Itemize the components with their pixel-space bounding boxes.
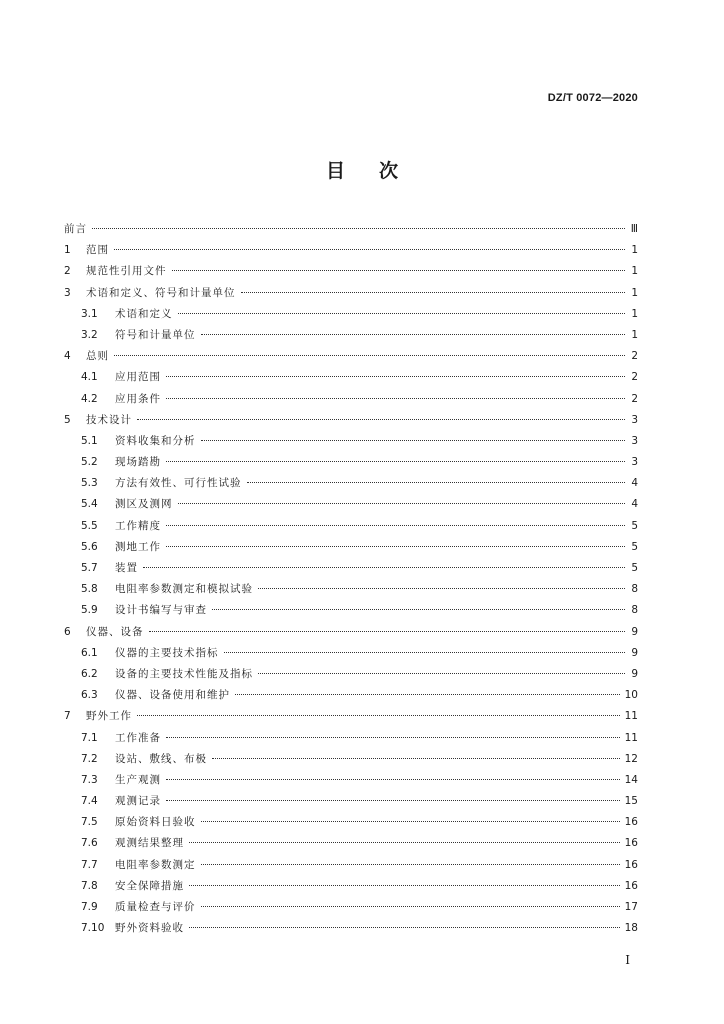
toc-entry[interactable] (64, 600, 638, 621)
toc-leader-dots (201, 440, 626, 441)
toc-entry-page: 14 (624, 773, 638, 786)
toc-entry-number: 7.10 (81, 922, 105, 935)
toc-entry[interactable] (64, 622, 638, 643)
toc-entry-number: 6.3 (81, 689, 98, 702)
toc-entry[interactable] (64, 367, 638, 388)
toc-entry[interactable] (64, 304, 638, 325)
toc-entry-number: 4.1 (81, 371, 98, 384)
toc-leader-dots (92, 228, 625, 229)
toc-entry[interactable] (64, 261, 638, 282)
toc-entry[interactable] (64, 706, 638, 727)
toc-entry-title: 应用范围 (115, 371, 161, 384)
toc-entry[interactable] (64, 749, 638, 770)
toc-entry-title: 野外工作 (86, 710, 132, 723)
toc-entry-title: 工作准备 (115, 731, 161, 744)
toc-entry-number: 5.5 (81, 519, 98, 532)
toc-entry[interactable] (64, 876, 638, 897)
toc-entry-title: 设站、敷线、布极 (115, 752, 207, 765)
toc-leader-dots (149, 631, 626, 632)
toc-entry-title: 应用条件 (115, 392, 161, 405)
toc-entry-page: 15 (624, 795, 638, 808)
toc-entry[interactable] (64, 664, 638, 685)
toc-entry-page: 17 (624, 901, 638, 913)
toc-entry-title: 野外资料验收 (115, 922, 184, 935)
toc-leader-dots (166, 376, 625, 377)
toc-entry-number: 5.1 (81, 434, 98, 447)
toc-entry-number: 5.4 (81, 498, 98, 511)
toc-entry-page: 2 (631, 392, 638, 405)
toc-entry-title: 仪器的主要技术指标 (115, 646, 219, 659)
toc-entry-page: 9 (631, 667, 638, 680)
toc-entry[interactable] (64, 579, 638, 600)
toc-entry-number: 3.2 (81, 328, 98, 341)
toc-entry-title: 质量检查与评价 (115, 901, 196, 913)
toc-entry[interactable] (64, 346, 638, 367)
toc-entry-number: 7.7 (81, 858, 98, 871)
toc-entry-page: 1 (631, 265, 638, 278)
toc-entry-title: 技术设计 (86, 413, 132, 426)
toc-entry-page: 10 (624, 689, 638, 702)
toc-entry-page: 9 (631, 646, 638, 659)
toc-leader-dots (201, 864, 620, 865)
toc-leader-dots (114, 355, 625, 356)
toc-entry-page: 3 (631, 434, 638, 447)
toc-entry-page: 4 (631, 498, 638, 511)
toc-entry-title: 资料收集和分析 (115, 434, 196, 447)
toc-entry[interactable] (64, 219, 638, 240)
title-char-2: 次 (379, 160, 399, 182)
toc-entry-number: 6.1 (81, 646, 98, 659)
toc-entry-page: 5 (631, 562, 638, 574)
toc-entry-title: 生产观测 (115, 773, 161, 786)
toc-entry-title: 前言 (64, 223, 87, 235)
toc-entry-title: 范围 (86, 244, 109, 257)
toc-entry-title: 规范性引用文件 (86, 265, 167, 278)
toc-leader-dots (224, 652, 626, 653)
toc-leader-dots (166, 779, 620, 780)
toc-entry-page: 1 (631, 244, 638, 257)
toc-leader-dots (241, 292, 626, 293)
toc-entry-page: 2 (631, 371, 638, 384)
toc-entry-title: 方法有效性、可行性试验 (115, 477, 242, 490)
page-title (0, 156, 724, 183)
toc-entry-number: 7.4 (81, 795, 98, 808)
toc-leader-dots (166, 525, 625, 526)
toc-entry-title: 术语和定义、符号和计量单位 (86, 286, 236, 299)
toc-entry-title: 符号和计量单位 (115, 328, 196, 341)
toc-entry-number: 5 (64, 413, 71, 426)
toc-entry-title: 测地工作 (115, 540, 161, 553)
toc-leader-dots (114, 249, 625, 250)
toc-entry-number: 6.2 (81, 667, 98, 680)
toc-entry-page: 5 (631, 519, 638, 532)
toc-entry[interactable] (64, 685, 638, 706)
toc-entry-page: 8 (631, 604, 638, 617)
toc-entry-title: 术语和定义 (115, 307, 173, 320)
toc-entry-number: 7.2 (81, 752, 98, 765)
toc-leader-dots (137, 419, 625, 420)
toc-entry-number: 5.2 (81, 456, 98, 469)
toc-entry-page: 16 (624, 837, 638, 850)
toc-entry-page: 11 (624, 731, 638, 744)
toc-leader-dots (189, 885, 620, 886)
toc-entry-title: 仪器、设备使用和维护 (115, 689, 230, 702)
toc-entry-title: 观测结果整理 (115, 837, 184, 850)
toc-entry-number: 1 (64, 244, 71, 257)
toc-entry[interactable] (64, 855, 638, 876)
toc-entry[interactable] (64, 897, 638, 918)
toc-entry[interactable] (64, 537, 638, 558)
toc-leader-dots (166, 737, 620, 738)
toc-entry[interactable] (64, 643, 638, 664)
toc-leader-dots (212, 609, 625, 610)
toc-leader-dots (166, 800, 620, 801)
toc-leader-dots (166, 461, 625, 462)
toc-entry-title: 测区及测网 (115, 498, 173, 511)
toc-leader-dots (247, 482, 626, 483)
toc-entry-title: 设备的主要技术性能及指标 (115, 667, 253, 680)
toc-entry-title: 装置 (115, 562, 138, 574)
toc-entry-title: 总则 (86, 350, 109, 363)
toc-entry[interactable] (64, 283, 638, 304)
toc-entry-page: 1 (631, 286, 638, 299)
toc-entry-number: 5.8 (81, 583, 98, 596)
toc-leader-dots (178, 313, 626, 314)
toc-entry-number: 7.3 (81, 773, 98, 786)
toc-entry-number: 7.5 (81, 816, 98, 829)
toc-leader-dots (235, 694, 620, 695)
toc-leader-dots (201, 334, 626, 335)
toc-leader-dots (178, 503, 626, 504)
toc-entry-number: 7 (64, 710, 71, 723)
toc-entry[interactable] (64, 431, 638, 452)
toc-entry-number: 7.8 (81, 879, 98, 892)
toc-entry[interactable] (64, 410, 638, 431)
toc-entry-number: 7.1 (81, 731, 98, 744)
toc-entry-title: 电阻率参数测定 (115, 858, 196, 871)
toc-entry-title: 工作精度 (115, 519, 161, 532)
toc-leader-dots (189, 927, 620, 928)
toc-entry[interactable] (64, 473, 638, 494)
toc-leader-dots (201, 821, 620, 822)
toc-entry-page: 16 (624, 879, 638, 892)
toc-entry-page: 16 (624, 858, 638, 871)
toc-entry-page: 4 (631, 477, 638, 490)
toc-entry-number: 2 (64, 265, 71, 278)
toc-entry-number: 6 (64, 625, 71, 638)
toc-entry[interactable] (64, 812, 638, 833)
toc-entry-page: 8 (631, 583, 638, 596)
page-number: I (625, 953, 630, 967)
toc-leader-dots (258, 673, 625, 674)
toc-entry[interactable] (64, 389, 638, 410)
toc-leader-dots (166, 398, 625, 399)
toc-entry-number: 5.6 (81, 540, 98, 553)
toc-entry-number: 5.3 (81, 477, 98, 490)
toc-entry[interactable] (64, 770, 638, 791)
toc-leader-dots (172, 270, 626, 271)
toc-entry[interactable] (64, 325, 638, 346)
toc-entry[interactable] (64, 240, 638, 261)
toc-entry[interactable] (64, 728, 638, 749)
toc-entry[interactable] (64, 558, 638, 579)
title-char-1: 目 (325, 160, 345, 182)
toc-entry[interactable] (64, 494, 638, 515)
toc-entry-number: 5.7 (81, 562, 98, 574)
toc-entry-page: 18 (624, 922, 638, 935)
toc-entry-page: 1 (631, 328, 638, 341)
toc-entry-number: 4 (64, 350, 71, 363)
toc-entry-title: 现场踏勘 (115, 456, 161, 469)
toc-entry-number: 4.2 (81, 392, 98, 405)
toc-entry-title: 仪器、设备 (86, 625, 144, 638)
toc-entry-page: 2 (631, 350, 638, 363)
toc-entry-number: 5.9 (81, 604, 98, 617)
toc-entry[interactable] (64, 833, 638, 854)
toc-entry-title: 安全保障措施 (115, 879, 184, 892)
toc-entry-page: 3 (631, 413, 638, 426)
toc-entry-page: 1 (631, 307, 638, 320)
toc-entry-title: 原始资料日验收 (115, 816, 196, 829)
toc-entry-title: 设计书编写与审查 (115, 604, 207, 617)
toc-entry-title: 电阻率参数测定和模拟试验 (115, 583, 253, 596)
toc-leader-dots (137, 715, 620, 716)
toc-entry-page: 3 (631, 456, 638, 469)
toc-entry[interactable] (64, 918, 638, 939)
toc-entry-number: 7.6 (81, 837, 98, 850)
toc-entry-page: Ⅲ (630, 223, 638, 235)
toc-leader-dots (258, 588, 625, 589)
toc-leader-dots (201, 906, 620, 907)
toc-entry-page: 9 (631, 625, 638, 638)
toc-leader-dots (212, 758, 620, 759)
toc-entry-title: 观测记录 (115, 795, 161, 808)
toc-leader-dots (189, 842, 620, 843)
toc-entry-page: 16 (624, 816, 638, 829)
toc-entry-number: 3.1 (81, 307, 98, 320)
toc-entry[interactable] (64, 791, 638, 812)
toc-entry-page: 5 (631, 540, 638, 553)
toc-entry-number: 7.9 (81, 901, 98, 913)
standard-code: DZ/T 0072—2020 (547, 92, 638, 104)
toc-leader-dots (143, 567, 625, 568)
toc-entry-page: 11 (624, 710, 638, 723)
toc-entry-page: 12 (624, 752, 638, 765)
toc-entry[interactable] (64, 452, 638, 473)
table-of-contents (64, 219, 638, 939)
toc-leader-dots (166, 546, 625, 547)
toc-entry-number: 3 (64, 286, 71, 299)
toc-entry[interactable] (64, 516, 638, 537)
